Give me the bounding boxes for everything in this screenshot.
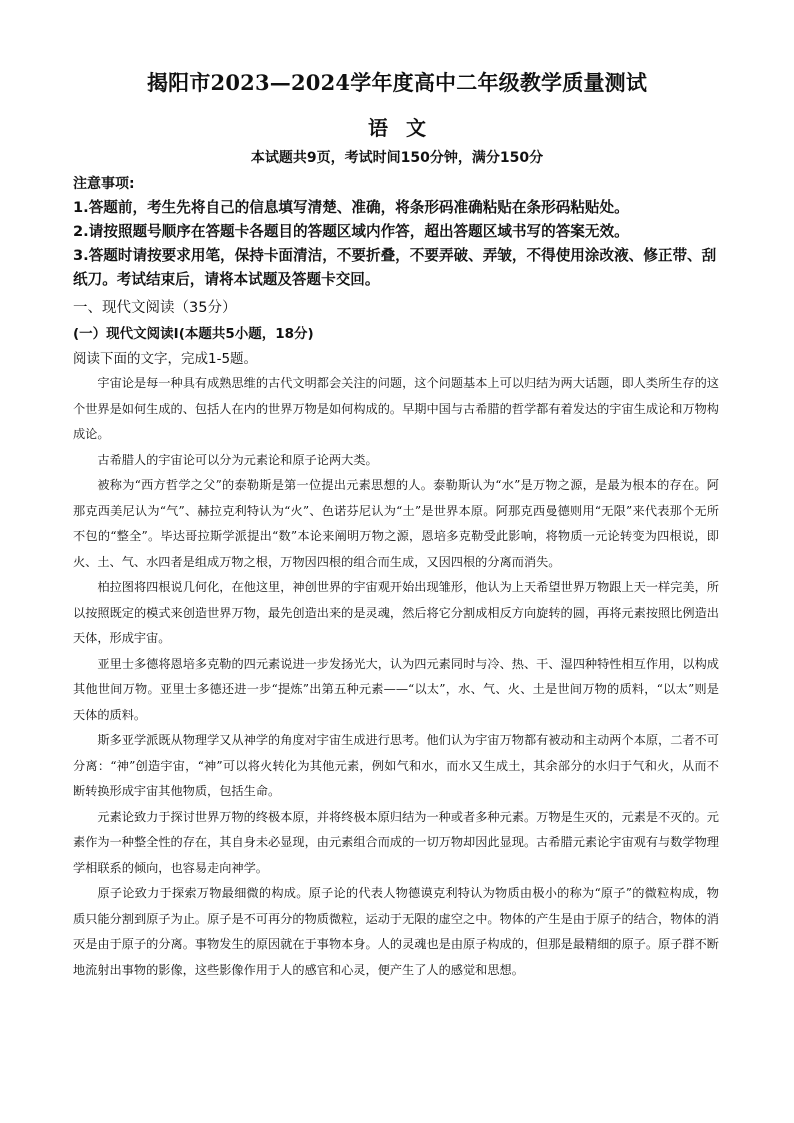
notice-item: 2.请按照题号顺序在答题卡各题目的答题区域内作答，超出答题区域书写的答案无效。 (73, 223, 629, 240)
passage-paragraph: 元素论致力于探讨世界万物的终极本原，并将终极本原归结为一种或者多种元素。万物是生灭的，元素是不灭的。元素作为一种整全性的存在，其自身未必显现，由元素组合而成的一切万物却因此显现。古希腊元素论宇宙观有与数学物理学相联系的倾向，也容易走向神学。 (73, 809, 719, 875)
passage-paragraph: 宇宙论是每一种具有成熟思维的古代文明都会关注的问题，这个问题基本上可以归结为两大话题，即人类所生存的这个世界是如何生成的、包括人在内的世界万物是如何构成的。早期中国与古希腊的哲学都有着发达的宇宙生成论和万物构成论。 (73, 376, 719, 441)
notice-item: 3.答题时请按要求用笔，保持卡面清洁，不要折叠，不要弄破、弄皱，不得使用涂改液、修正带、刮纸刀。考试结束后，请将本试题及答题卡交回。 (73, 247, 717, 288)
exam-info: 本试题共9页，考试时间150分钟，满分150分 (250, 150, 544, 166)
exam-title: 揭阳市2023—2024学年度高中二年级教学质量测试 (146, 70, 648, 95)
passage-paragraph: 柏拉图将四根说几何化，在他这里，神创世界的宇宙观开始出现雏形，他认为上天希望世界万物跟上天一样完美，所以按照既定的模式来创造世界万物，最先创造出来的是灵魂，然后将它分割成相反方向旋转的圆，再将元素按照比例造出天体，形成宇宙。 (73, 580, 719, 645)
notice-heading: 注意事项: (73, 176, 135, 192)
passage-paragraph: 原子论致力于探索万物最细微的构成。原子论的代表人物德谟克利特认为物质由极小的称为“原子”的微粒构成，物质只能分割到原子为止。原子是不可再分的物质微粒，运动于无限的虚空之中。物体的产生是由于原子的结合，物体的消灭是由于原子的分离。事物发生的原因就在于事物本身。人的灵魂也是由原子构成的，但那是最精细的原子。原子群不断地流射出事物的影像，这些影像作用于人的感官和心灵，便产生了人的感觉和思想。 (73, 886, 719, 977)
passage-paragraph: 斯多亚学派既从物理学又从神学的角度对宇宙生成进行思考。他们认为宇宙万物都有被动和主动两个本原，二者不可分离：“神”创造宇宙，“神”可以将火转化为其他元素，例如气和水，而水又生成土，其余部分的水归于气和火，从而不断转换形成宇宙其他物质，包括生命。 (73, 733, 719, 798)
passage-paragraph: 古希腊人的宇宙论可以分为元素论和原子论两大类。 (97, 452, 378, 467)
notice-item: 1.答题前，考生先将自己的信息填写清楚、准确，将条形码准确粘贴在条形码粘贴处。 (73, 199, 629, 216)
passage-paragraph: 被称为“西方哲学之父”的泰勒斯是第一位提出元素思想的人。泰勒斯认为“水”是万物之源，是最为根本的存在。阿那克西美尼认为“气”、赫拉克利特认为“火”、色诺芬尼认为“土”是世界本原。阿那克西曼德则用“无限”来代表那个无所不包的“整全”。毕达哥拉斯学派提出“数”本论来阐明万物之源，恩培多克勒受此影响，将物质一元论转变为四根说，即火、土、气、水四者是组成万物之根，万物因四根的组合而生成，又因四根的分离而消失。 (73, 478, 719, 569)
reading-passage (73, 371, 719, 983)
sub-section-heading: (一）现代文阅读Ⅰ(本题共5小题，18分) (73, 326, 314, 342)
passage-paragraph: 亚里士多德将恩培多克勒的四元素说进一步发扬光大，认为四元素同时与冷、热、干、湿四种特性相互作用，以构成其他世间万物。亚里士多德还进一步“提炼”出第五种元素——“以太”，水、气、火、土是世间万物的质料，“以太”则是天体的质料。 (73, 656, 719, 722)
section-heading: 一、现代文阅读（35分） (73, 300, 237, 316)
subject-title: 语文 (368, 116, 444, 140)
reading-instruction: 阅读下面的文字，完成1-5题。 (73, 351, 258, 367)
